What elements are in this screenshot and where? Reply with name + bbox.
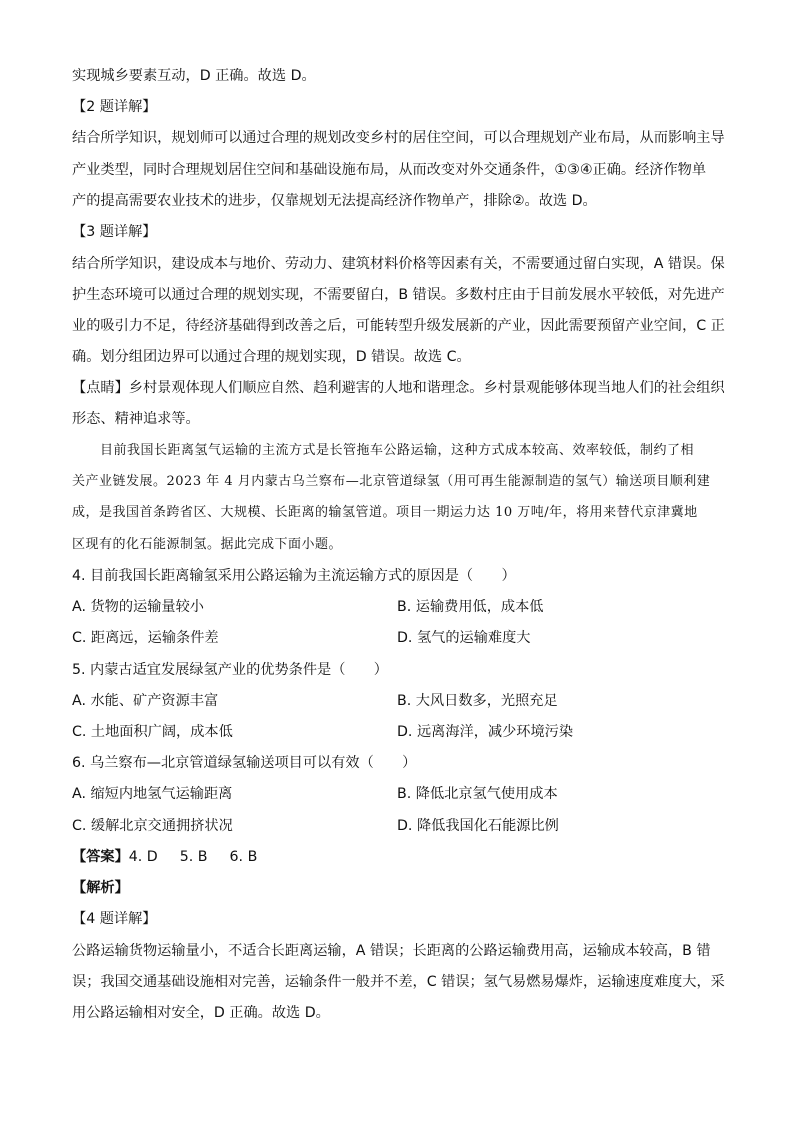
option-a: A. 水能、矿产资源丰富: [72, 693, 219, 709]
q3-line: 确。划分组团边界可以通过合理的规划实现，D 错误。故选 C。: [72, 349, 471, 365]
option-d: D. 降低我国化石能源比例: [397, 818, 559, 834]
q2-line: 结合所学知识，规划师可以通过合理的规划改变乡村的居住空间，可以合理规划产业布局，从而影响主导: [72, 130, 725, 146]
answer-item: 5. B: [179, 849, 208, 865]
answer-line: [72, 847, 279, 867]
option-c: C. 距离远，运输条件差: [72, 630, 219, 646]
option-d: D. 远离海洋，减少环境污染: [397, 724, 574, 740]
answer-item: 4. D: [128, 849, 158, 865]
passage-line: 成，是我国首条跨省区、大规模、长距离的输氢管道。项目一期运力达 10 万吨/年，将用来替代京津冀地: [72, 505, 698, 520]
q3-line: 业的吸引力不足，待经济基础得到改善之后，可能转型升级发展新的产业，因此需要预留产业空间，C 正: [72, 318, 725, 334]
q4-line: 公路运输货物运输量小，不适合长距离运输，A 错误；长距离的公路运输费用高，运输成本较高，B 错: [72, 943, 711, 959]
passage-line: 关产业链发展。2023 年 4 月内蒙古乌兰察布—北京管道绿氢（用可再生能源制造的氢气）输送项目顺利建: [72, 474, 711, 489]
answer-item: 6. B: [229, 849, 258, 865]
option-a: A. 缩短内地氢气运输距离: [72, 786, 233, 802]
analysis-heading: 【解析】: [72, 880, 129, 896]
option-c: C. 土地面积广阔，成本低: [72, 724, 233, 740]
tip-line: 【点睛】乡村景观体现人们顺应自然、趋利避害的人地和谐理念。乡村景观能够体现当地人们的社会组织: [72, 380, 725, 396]
option-b: B. 降低北京氢气使用成本: [397, 786, 558, 802]
question-stem: 4. 目前我国长距离输氢采用公路运输为主流运输方式的原因是（ ）: [72, 568, 516, 584]
intro-line: 实现城乡要素互动，D 正确。故选 D。: [72, 68, 316, 84]
q3-heading: 【3 题详解】: [72, 224, 157, 240]
option-a: A. 货物的运输量较小: [72, 599, 204, 615]
question-stem: 5. 内蒙古适宜发展绿氢产业的优势条件是（ ）: [72, 662, 388, 678]
q4-line: 误；我国交通基础设施相对完善，运输条件一般并不差，C 错误；氢气易燃易爆炸，运输速度难度大，采: [72, 974, 725, 990]
question-stem: 6. 乌兰察布—北京管道绿氢输送项目可以有效（ ）: [72, 755, 417, 771]
passage-line: 区现有的化石能源制氢。据此完成下面小题。: [72, 537, 343, 552]
passage-line: 目前我国长距离氢气运输的主流方式是长管拖车公路运输，这种方式成本较高、效率较低，制约了相: [100, 443, 695, 458]
q2-heading: 【2 题详解】: [72, 99, 157, 115]
tip-line: 形态、精神追求等。: [72, 411, 200, 427]
q4-line: 用公路运输相对安全，D 正确。故选 D。: [72, 1005, 330, 1021]
q3-line: 结合所学知识，建设成本与地价、劳动力、建筑材料价格等因素有关，不需要通过留白实现，A 错误。保: [72, 256, 725, 272]
answer-label: 【答案】: [72, 849, 129, 865]
option-d: D. 氢气的运输难度大: [397, 630, 531, 646]
q4-heading: 【4 题详解】: [72, 911, 157, 927]
option-b: B. 大风日数多，光照充足: [397, 693, 558, 709]
q3-line: 护生态环境可以通过合理的规划实现，不需要留白，B 错误。多数村庄由于目前发展水平较低，对先进产: [72, 287, 725, 303]
option-b: B. 运输费用低，成本低: [397, 599, 544, 615]
q2-line: 产的提高需要农业技术的进步，仅靠规划无法提高经济作物单产，排除②。故选 D。: [72, 193, 597, 209]
option-c: C. 缓解北京交通拥挤状况: [72, 818, 233, 834]
q2-line: 产业类型，同时合理规划居住空间和基础设施布局，从而改变对外交通条件，①③④正确。经济作物单: [72, 162, 707, 178]
